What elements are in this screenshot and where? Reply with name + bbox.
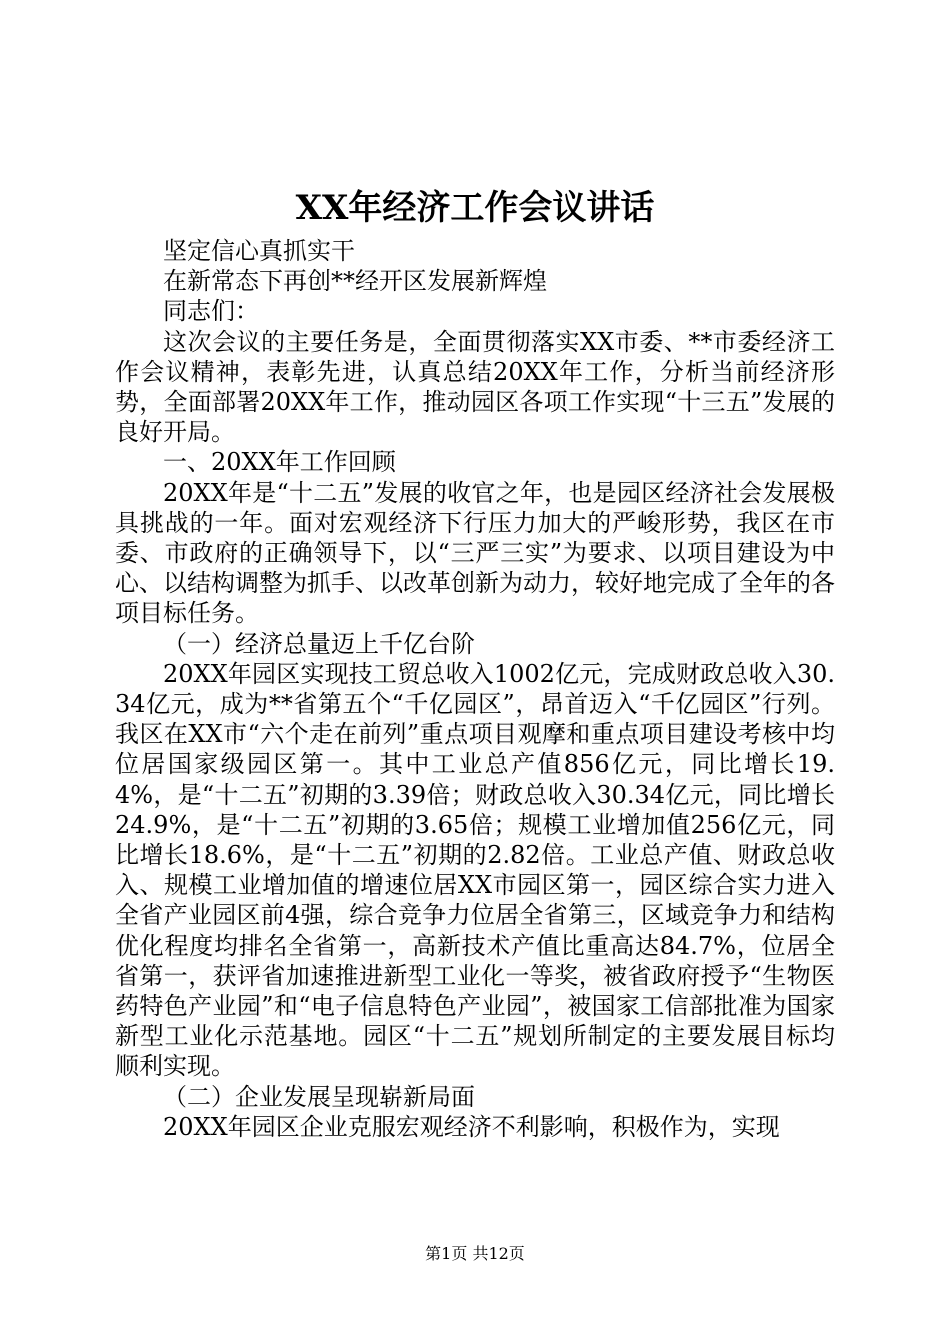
paragraph: 20XX年园区企业克服宏观经济不利影响，积极作为，实现 — [163, 1112, 780, 1141]
subsection-heading: （二）企业发展呈现崭新局面 — [163, 1082, 475, 1111]
document-body — [115, 236, 835, 1142]
paragraph: 20XX年是“十二五”发展的收官之年，也是园区经济社会发展极具挑战的一年。面对宏观经济下行压力加大的严峻形势，我区在市委、市政府的正确领导下，以“三严三实”为要求、以项目建设为中心、以结构调整为抓手、以改革创新为动力，较好地完成了全年的各项目标任务。 — [115, 478, 835, 628]
subtitle-line-1: 坚定信心真抓实干 — [163, 237, 355, 265]
subtitle-line-2: 在新常态下再创**经开区发展新辉煌 — [163, 267, 547, 296]
document-title: XX年经济工作会议讲话 — [295, 188, 655, 228]
paragraph: 20XX年园区实现技工贸总收入1002亿元，完成财政总收入30.34亿元，成为**省第五个“千亿园区”，昂首迈入“千亿园区”行列。我区在XX市“六个走在前列”重点项目观摩和重点项目建设考核中均位居国家级园区第一。其中工业总产值856亿元，同比增长19.4%，是“十二五”初期的3.39倍；财政总收入30.34亿元，同比增长24.9%，是“十二五”初期的3.65倍；规模工业增加值256亿元，同比增长18.6%，是“十二五”初期的2.82倍。工业总产值、财政总收入、规模工业增加值的增速位居XX市园区第一，园区综合实力进入全省产业园区前4强，综合竞争力位居全省第三，区域竞争力和结构优化程度均排名全省第一，高新技术产值比重高达84.7%，位居全省第一，获评省加速推进新型工业化一等奖，被省政府授予“生物医药特色产业园”和“电子信息特色产业园”，被国家工信部批准为国家新型工业化示范基地。园区“十二五”规划所制定的主要发展目标均顺利实现。 — [115, 659, 835, 1081]
section-heading: 一、20XX年工作回顾 — [163, 448, 396, 477]
subsection-heading: （一）经济总量迈上千亿台阶 — [163, 629, 475, 658]
page-footer: 第1页 共12页 — [425, 1244, 525, 1263]
paragraph: 这次会议的主要任务是，全面贯彻落实XX市委、**市委经济工作会议精神，表彰先进，认真总结20XX年工作，分析当前经济形势，全面部署20XX年工作，推动园区各项工作实现“十三五”发展的良好开局。 — [115, 327, 835, 447]
salutation: 同志们： — [163, 297, 259, 326]
